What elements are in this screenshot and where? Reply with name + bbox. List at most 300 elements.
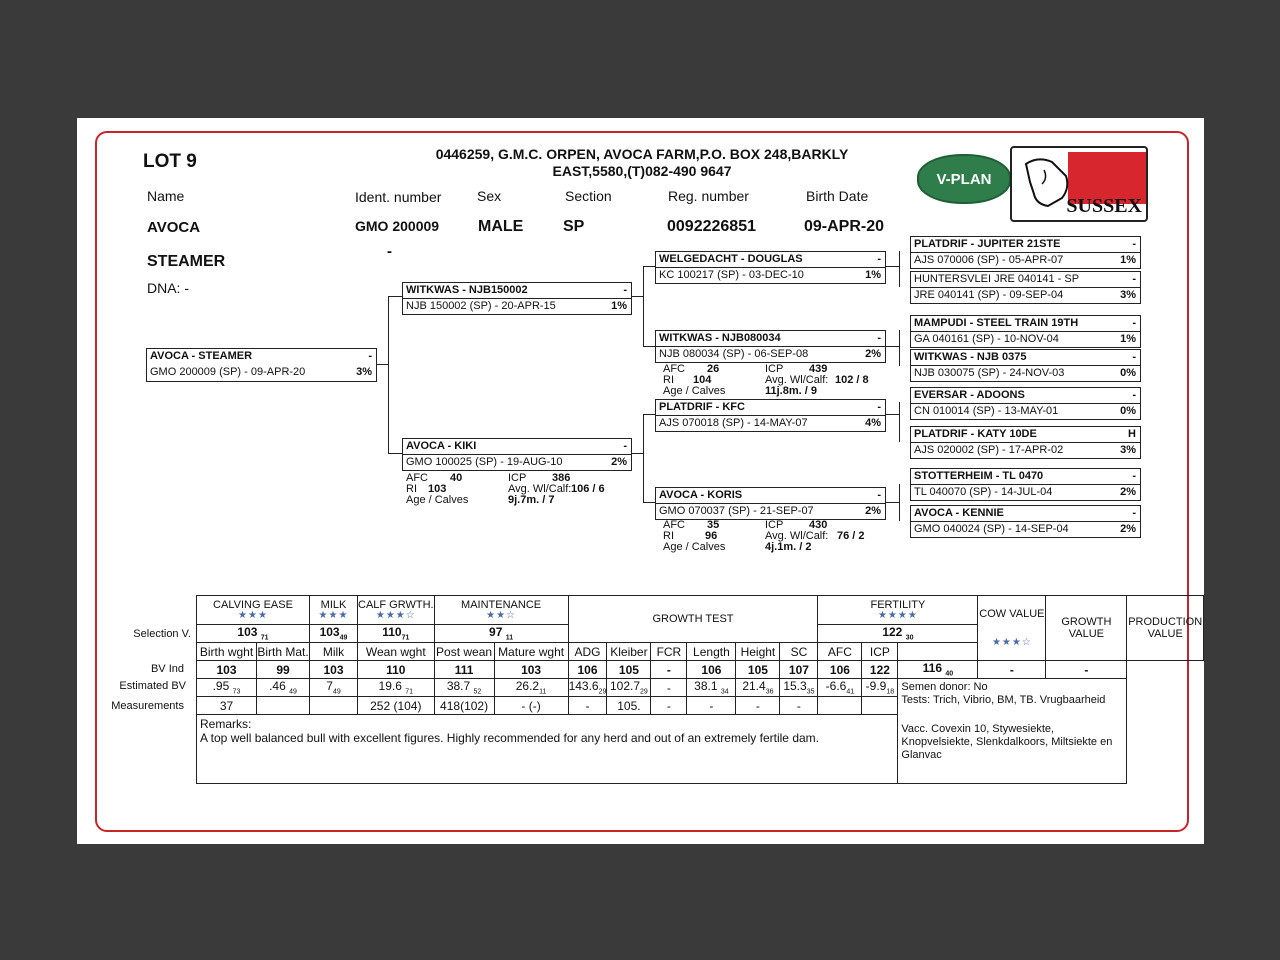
stat-value: 9j.7m. / 7: [508, 494, 555, 506]
group-production-value: PRODUCTION VALUE: [1127, 596, 1204, 661]
connector: [899, 330, 900, 366]
pedigree-reg: GA 040161 (SP) - 10-NOV-04: [914, 333, 1059, 345]
meas-cell: -: [651, 697, 687, 715]
sel-calf-growth: [358, 625, 435, 643]
connector: [388, 296, 389, 453]
pedigree-sire[interactable]: [402, 282, 632, 315]
est-subscript: 73: [232, 688, 241, 696]
sussex-wordmark: SUSSEX: [1066, 195, 1142, 217]
bvind-row: [197, 661, 1204, 679]
bvind-cell: 111: [434, 661, 494, 679]
est-cell: [687, 679, 736, 697]
label-birth: Birth Date: [806, 188, 869, 204]
group-growth-value: GROWTH VALUE: [1046, 596, 1127, 661]
meas-cell: 105.: [607, 697, 651, 715]
est-cell: [358, 679, 435, 697]
sex: MALE: [478, 218, 524, 235]
pedigree-pct: 1%: [1120, 333, 1136, 345]
pedigree-self[interactable]: [146, 348, 377, 382]
sel-value: 103: [237, 625, 258, 640]
connector: [899, 484, 900, 521]
stat-label: Avg. Wl/Calf:: [765, 374, 829, 386]
bvind-cell: 107: [780, 661, 818, 679]
meas-cell: [818, 697, 862, 715]
meas-cell: -: [687, 697, 736, 715]
estimated-row: [197, 679, 1204, 697]
connector: [643, 346, 655, 347]
est-subscript: 18: [886, 688, 895, 696]
group-calf-growth: [358, 596, 435, 625]
pedigree-name: AVOCA - KENNIE: [914, 507, 1004, 519]
meas-cell: [257, 697, 310, 715]
star-rating: ★★★☆: [375, 610, 416, 621]
cow-value-bvind: [898, 661, 978, 679]
est-value: 19.6: [378, 679, 402, 694]
pedigree-name: PLATDRIF - KFC: [659, 401, 745, 413]
stat-label: AFC: [663, 519, 685, 531]
ident-sub: -: [387, 243, 392, 260]
sel-subscript: 71: [401, 634, 410, 642]
pedigree-reg: JRE 040141 (SP) - 09-SEP-04: [914, 289, 1064, 301]
meas-cell: [862, 697, 898, 715]
pedigree-reg: KC 100217 (SP) - 03-DEC-10: [659, 269, 804, 281]
pedigree-name: WITKWAS - NJB150002: [406, 284, 528, 296]
pedigree-name: WELGEDACHT - DOUGLAS: [659, 253, 803, 265]
sel-value: 103: [319, 625, 340, 640]
group-maintenance: [434, 596, 568, 625]
pedigree-pct: 3%: [356, 366, 372, 378]
est-value: -6.6: [825, 679, 847, 694]
est-subscript: 49: [332, 688, 341, 696]
pedigree-gg-8[interactable]: [910, 505, 1141, 538]
bvind-cell: 103: [310, 661, 358, 679]
bvind-subscript: 40: [945, 670, 954, 678]
est-cell: [310, 679, 358, 697]
connector: [899, 251, 900, 287]
est-value: 7: [326, 679, 333, 694]
pedigree-pct: 1%: [611, 300, 627, 312]
pedigree-flag: -: [877, 253, 881, 265]
sel-subscript: 30: [905, 634, 914, 642]
connector: [388, 296, 402, 297]
connector: [899, 402, 900, 442]
sel-value: 122: [882, 625, 903, 640]
stat-label: Age / Calves: [406, 494, 469, 506]
col-header: Milk: [310, 643, 358, 661]
connector: [376, 364, 388, 365]
connector: [885, 414, 899, 415]
meas-cell: [310, 697, 358, 715]
est-cell: [651, 679, 687, 697]
pedigree-pct: 0%: [1120, 405, 1136, 417]
semen-donor: Semen donor: No: [901, 681, 988, 693]
col-header: Mature wght: [494, 643, 568, 661]
pedigree-flag: H: [1128, 428, 1136, 440]
bvind-value: 116: [922, 661, 943, 676]
pedigree-flag: -: [1132, 507, 1136, 519]
stat-label: AFC: [406, 472, 428, 484]
connector: [885, 346, 899, 347]
pedigree-name: EVERSAR - ADOONS: [914, 389, 1025, 401]
sel-value: 110: [382, 625, 402, 640]
remarks-text: A top well balanced bull with excellent figures. Highly recommended for any herd and out of an extremely fertile dam.: [200, 731, 819, 745]
stat-value: 11j.8m. / 9: [765, 385, 817, 397]
row-label-estimated: Estimated BV: [119, 680, 186, 692]
pedigree-name: AVOCA - KORIS: [659, 489, 743, 501]
est-cell: [568, 679, 607, 697]
star-rating: ★★★: [318, 610, 349, 621]
pedigree-flag: -: [877, 401, 881, 413]
pedigree-flag: -: [1132, 470, 1136, 482]
label-section: Section: [565, 188, 612, 204]
pedigree-reg: NJB 150002 (SP) - 20-APR-15: [406, 300, 556, 312]
stat-value: 26: [707, 363, 720, 375]
bvind-cell: 105: [607, 661, 651, 679]
pedigree-reg: NJB 080034 (SP) - 06-SEP-08: [659, 348, 809, 360]
group-cow-value: [978, 596, 1046, 661]
box-divider: [911, 403, 1140, 404]
col-header: Kleiber: [607, 643, 651, 661]
connector: [643, 414, 644, 502]
pedigree-sire-sire[interactable]: [655, 251, 886, 284]
connector: [631, 296, 643, 297]
est-cell: [607, 679, 651, 697]
pedigree-name: WITKWAS - NJB 0375: [914, 351, 1027, 363]
meas-cell: -: [568, 697, 607, 715]
est-subscript: 11: [539, 688, 547, 696]
est-subscript: 29: [598, 688, 607, 696]
group-label: MAINTENANCE: [461, 599, 542, 611]
col-header: Height: [736, 643, 780, 661]
production-value-bvind: -: [1046, 661, 1127, 679]
pedigree-pct: 2%: [1120, 523, 1136, 535]
est-value: 102.7: [609, 679, 641, 694]
sel-value: 97: [489, 625, 503, 640]
stat-label: ICP: [765, 363, 784, 375]
stat-label: RI: [663, 530, 674, 542]
dna: DNA: -: [147, 280, 189, 296]
est-value: 21.4: [742, 679, 766, 694]
remarks: [197, 715, 898, 784]
group-label: FERTILITY: [870, 599, 926, 611]
stat-value: 106 / 6: [571, 483, 605, 495]
stat-label: RI: [406, 483, 417, 495]
stat-label: RI: [663, 374, 674, 386]
pedigree-dam[interactable]: [402, 438, 632, 471]
pedigree-sire-dam[interactable]: [655, 330, 886, 363]
est-value: 15.3: [783, 679, 807, 694]
est-cell: [434, 679, 494, 697]
pedigree-flag: -: [1132, 238, 1136, 250]
tests: Tests: Trich, Vibrio, BM, TB. Vrugbaarheid: [901, 694, 1106, 706]
lot-number: LOT 9: [143, 151, 197, 172]
pedigree-reg: NJB 030075 (SP) - 24-NOV-03: [914, 367, 1065, 379]
pedigree-reg: AJS 070018 (SP) - 14-MAY-07: [659, 417, 808, 429]
box-divider: [403, 454, 631, 455]
est-subscript: 29: [640, 688, 648, 696]
group-label: CALVING EASE: [213, 599, 293, 611]
est-cell: [818, 679, 862, 697]
stat-value: 104: [693, 374, 712, 386]
est-subscript: 36: [765, 688, 774, 696]
sel-calving-ease: [197, 625, 310, 643]
stat-label: Avg. Wl/Calf:: [765, 530, 829, 542]
pedigree-name: HUNTERSVLEI JRE 040141 - SP: [914, 273, 1080, 285]
birth-date: 09-APR-20: [804, 218, 885, 235]
stat-value: 76 / 2: [837, 530, 865, 542]
pedigree-flag: -: [623, 440, 627, 452]
bvind-cell: 106: [568, 661, 607, 679]
box-divider: [656, 346, 885, 347]
pedigree-flag: -: [1132, 351, 1136, 363]
pedigree-name: MAMPUDI - STEEL TRAIN 19TH: [914, 317, 1079, 329]
breeder-line-2: EAST,5580,(T)082-490 9647: [552, 163, 732, 179]
star-rating: ★★☆: [486, 610, 517, 621]
group-label: MILK: [320, 599, 347, 611]
stat-value: 103: [428, 483, 447, 495]
est-subscript: 35: [806, 688, 815, 696]
star-rating: ★★★: [238, 610, 268, 621]
box-divider: [911, 287, 1140, 288]
health-info: [898, 679, 1127, 784]
bvind-cell: -: [651, 661, 687, 679]
stat-value: 430: [809, 519, 828, 531]
remarks-label: Remarks:: [200, 717, 252, 731]
est-subscript: 41: [846, 688, 855, 696]
label-ident: Ident. number: [355, 189, 442, 205]
col-header: Length: [687, 643, 736, 661]
pedigree-pct: 2%: [865, 348, 881, 360]
row-label-measurements: Measurements: [111, 700, 184, 712]
stat-value: 4j.1m. / 2: [765, 541, 812, 553]
pedigree-gg-7[interactable]: [910, 468, 1141, 501]
catalog-sheet: [77, 118, 1204, 844]
label-name: Name: [147, 188, 185, 204]
meas-cell: -: [780, 697, 818, 715]
stat-value: 439: [809, 363, 828, 375]
est-cell: [494, 679, 568, 697]
pedigree-flag: -: [877, 489, 881, 501]
animal-name-1: AVOCA: [147, 219, 201, 236]
bvind-cell: 105: [736, 661, 780, 679]
connector: [643, 502, 655, 503]
est-value: -: [666, 680, 671, 695]
pedigree-reg: GMO 200009 (SP) - 09-APR-20: [150, 366, 306, 378]
group-growth-test: GROWTH TEST: [568, 596, 818, 643]
pedigree-dam-sire[interactable]: [655, 399, 886, 432]
box-divider: [911, 331, 1140, 332]
box-divider: [911, 442, 1140, 443]
bvind-cell: 110: [358, 661, 435, 679]
pedigree-pct: 4%: [865, 417, 881, 429]
col-header: Birth wght: [197, 643, 257, 661]
bvind-cell: 122: [862, 661, 898, 679]
pedigree-pct: 2%: [865, 505, 881, 517]
bvind-cell: 99: [257, 661, 310, 679]
col-header: Birth Mat.: [257, 644, 309, 659]
stat-label: ICP: [765, 519, 784, 531]
est-value: 38.1: [694, 679, 718, 694]
stat-value: 386: [552, 472, 571, 484]
pedigree-flag: -: [623, 284, 627, 296]
col-header: FCR: [651, 643, 687, 661]
pedigree-name: WITKWAS - NJB080034: [659, 332, 781, 344]
star-rating: ★★★☆: [991, 637, 1032, 648]
connector: [631, 453, 643, 454]
pedigree-flag: -: [1132, 389, 1136, 401]
pedigree-pct: 3%: [1120, 444, 1136, 456]
meas-cell: 37: [197, 697, 257, 715]
vaccinations: Vacc. Covexin 10, Stywesiekte, Knopvelsiekte, Slenkdalkoors, Miltsiekte en Glanvac: [901, 723, 1113, 761]
box-divider: [911, 252, 1140, 253]
pedigree-flag: -: [1132, 273, 1136, 285]
est-subscript: 52: [473, 688, 482, 696]
stat-value: 40: [450, 472, 463, 484]
box-divider: [911, 365, 1140, 366]
pedigree-reg: GMO 040024 (SP) - 14-SEP-04: [914, 523, 1069, 535]
est-cell: [862, 679, 898, 697]
est-cell: [780, 679, 818, 697]
est-value: .95: [212, 679, 230, 694]
sel-fertility: [818, 625, 978, 643]
box-divider: [656, 267, 885, 268]
stat-label: Age / Calves: [663, 385, 726, 397]
connector: [643, 414, 655, 415]
col-header: SC: [780, 643, 818, 661]
meas-cell: - (-): [494, 697, 568, 715]
box-divider: [911, 521, 1140, 522]
pedigree-name: PLATDRIF - JUPITER 21STE: [914, 238, 1061, 250]
pedigree-reg: CN 010014 (SP) - 13-MAY-01: [914, 405, 1059, 417]
stat-label: Age / Calves: [663, 541, 726, 553]
stat-label: AFC: [663, 363, 685, 375]
pedigree-gg-1[interactable]: [910, 236, 1141, 269]
pedigree-gg-6[interactable]: [910, 426, 1141, 459]
bvind-cell: 103: [494, 661, 568, 679]
est-value: 38.7: [446, 679, 471, 694]
connector: [643, 266, 644, 346]
pedigree-gg-5[interactable]: [910, 387, 1141, 420]
est-value: 26.2: [515, 679, 540, 694]
est-value: .46: [269, 679, 286, 694]
box-divider: [911, 484, 1140, 485]
row-label-selection: Selection V.: [133, 628, 191, 640]
box-divider: [656, 415, 885, 416]
box-divider: [656, 503, 885, 504]
est-value: -9.9: [865, 679, 887, 694]
stat-value: 102 / 8: [835, 374, 869, 386]
est-value: 143.6: [568, 679, 599, 694]
connector: [388, 453, 402, 454]
group-fertility: [818, 596, 978, 625]
est-cell: [736, 679, 780, 697]
pedigree-pct: 0%: [1120, 367, 1136, 379]
pedigree-reg: AJS 070006 (SP) - 05-APR-07: [914, 254, 1064, 266]
connector: [885, 502, 899, 503]
pedigree-name: STOTTERHEIM - TL 0470: [914, 470, 1044, 482]
sussex-logo: [1010, 146, 1148, 222]
section: SP: [563, 218, 585, 235]
label-reg: Reg. number: [668, 188, 749, 204]
pedigree-reg: TL 040070 (SP) - 14-JUL-04: [914, 486, 1053, 498]
est-cell: [257, 679, 310, 697]
col-header: AFC: [818, 643, 862, 661]
pedigree-pct: 1%: [1120, 254, 1136, 266]
pedigree-gg-3[interactable]: [910, 315, 1141, 348]
ident-number: GMO 200009: [355, 218, 440, 234]
pedigree-flag: -: [368, 350, 372, 362]
label-sex: Sex: [477, 188, 502, 204]
col-header: ADG: [568, 643, 607, 661]
reg-number: 0092226851: [667, 218, 756, 235]
col-header: Post wean: [436, 644, 493, 659]
row-label-bvind: BV Ind: [150, 663, 184, 675]
pedigree-pct: 2%: [611, 456, 627, 468]
breeder-line-1: 0446259, G.M.C. ORPEN, AVOCA FARM,P.O. BOX 248,BARKLY: [435, 146, 849, 162]
breeder-header: [402, 146, 882, 180]
col-header: Wean wght: [358, 643, 435, 661]
pedigree-name: PLATDRIF - KATY 10DE: [914, 428, 1037, 440]
connector: [885, 266, 899, 267]
sel-maintenance: [434, 625, 568, 643]
growth-value-bvind: -: [978, 661, 1046, 679]
bvind-cell: 103: [197, 661, 257, 679]
sel-subscript: 11: [505, 634, 514, 642]
vplan-logo: V-PLAN: [917, 154, 1011, 204]
meas-cell: -: [736, 697, 780, 715]
pedigree-pct: 3%: [1120, 289, 1136, 301]
pedigree-reg: GMO 100025 (SP) - 19-AUG-10: [406, 456, 563, 468]
pedigree-name: AVOCA - KIKI: [406, 440, 477, 452]
group-milk: [310, 596, 358, 625]
star-rating: ★★★★: [877, 610, 918, 621]
bvind-cell: 106: [818, 661, 862, 679]
connector: [643, 266, 655, 267]
pedigree-pct: 2%: [1120, 486, 1136, 498]
est-subscript: 49: [289, 688, 297, 696]
animal-name-2: STEAMER: [147, 253, 226, 270]
group-label: CALF GRWTH.: [358, 599, 434, 611]
pedigree-gg-2[interactable]: [910, 271, 1141, 304]
sel-subscript: 49: [339, 634, 348, 642]
group-header-row: [197, 596, 1204, 625]
pedigree-flag: -: [877, 332, 881, 344]
stat-value: 96: [705, 530, 718, 542]
breeding-values-table: [196, 595, 1204, 784]
meas-cell: 252 (104): [358, 697, 435, 715]
bvind-cell: 106: [687, 661, 736, 679]
stat-label: Avg. Wl/Calf:: [508, 483, 572, 495]
box-divider: [403, 298, 631, 299]
pedigree-dam-dam[interactable]: [655, 487, 886, 520]
sel-subscript: 71: [260, 634, 269, 642]
pedigree-pct: 1%: [865, 269, 881, 281]
pedigree-gg-4[interactable]: [910, 349, 1141, 382]
pedigree-name: AVOCA - STEAMER: [150, 350, 253, 362]
stat-value: 35: [707, 519, 720, 531]
est-subscript: 34: [720, 688, 729, 696]
est-cell: [197, 679, 257, 697]
stat-label: ICP: [508, 472, 527, 484]
meas-cell: 418(102): [434, 697, 494, 715]
pedigree-reg: GMO 070037 (SP) - 21-SEP-07: [659, 505, 814, 517]
group-calving-ease: [197, 596, 310, 625]
group-label: COW VALUE: [979, 608, 1045, 620]
pedigree-flag: -: [1132, 317, 1136, 329]
col-header: ICP: [862, 643, 898, 661]
est-subscript: 71: [405, 688, 414, 696]
sel-milk: [310, 625, 358, 643]
